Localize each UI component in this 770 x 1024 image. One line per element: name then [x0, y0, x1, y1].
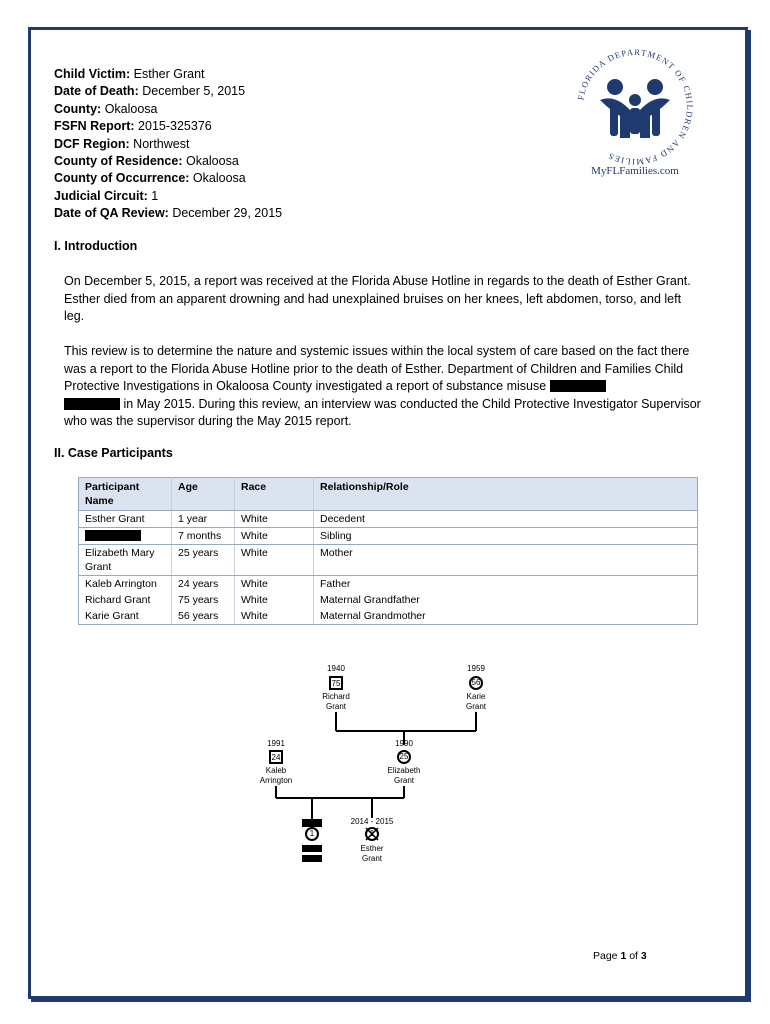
- cell-role: Maternal Grandfather: [314, 592, 698, 608]
- cell-race: White: [235, 545, 314, 576]
- elizabeth-last-name: Grant: [393, 776, 415, 785]
- cell-race: White: [235, 576, 314, 593]
- cell-role: Sibling: [314, 528, 698, 545]
- kaleb-first-name: Kaleb: [265, 766, 287, 775]
- participants-heading: II. Case Participants: [54, 446, 173, 460]
- cell-age: 56 years: [172, 608, 235, 625]
- col-header-role: Relationship/Role: [314, 478, 698, 511]
- elizabeth-birth-year: 1990: [395, 739, 413, 748]
- field-county-residence: County of Residence: Okaloosa: [54, 154, 239, 169]
- cell-age: 25 years: [172, 545, 235, 576]
- cell-age: 7 months: [172, 528, 235, 545]
- field-dcf-region: DCF Region: Northwest: [54, 136, 190, 151]
- cell-role: Father: [314, 576, 698, 593]
- cell-name: Karie Grant: [79, 608, 172, 625]
- elizabeth-age: 25: [399, 752, 409, 761]
- cell-race: White: [235, 528, 314, 545]
- cell-race: White: [235, 511, 314, 528]
- field-child-victim: Child Victim: Esther Grant: [54, 67, 205, 81]
- cell-age: 1 year: [172, 511, 235, 528]
- cell-race: White: [235, 608, 314, 625]
- esther-life-years: 2014 - 2015: [350, 817, 394, 826]
- cell-name: Esther Grant: [79, 511, 172, 528]
- cell-name: Kaleb Arrington: [85, 578, 157, 590]
- genogram-lines: [276, 712, 476, 820]
- sibling-redaction: [302, 819, 322, 827]
- kaleb-birth-year: 1991: [267, 739, 285, 748]
- sibling-age: 1: [309, 829, 315, 838]
- kaleb-last-name: Arrington: [259, 776, 293, 785]
- cell-race: White: [235, 592, 314, 608]
- intro-paragraph-2: This review is to determine the nature and systemic issues within the local system of care based on the fact there was a report to the Florida Abuse Hotline prior to the death of Esther. Department of Children and Families Child Protective Investigations in Okaloosa County investigated a report of substance misuse in May 2015. During this review, an interview was conducted the Child Protective Investigator Supervisor who was the supervisor during the May 2015 report.: [64, 344, 701, 429]
- elizabeth-first-name: Elizabeth: [387, 766, 421, 775]
- cell-age: 75 years: [172, 592, 235, 608]
- sibling-redaction: [302, 845, 322, 852]
- logo-ring-text: FLORIDA DEPARTMENT OF CHILDREN AND FAMILIES: [575, 46, 696, 168]
- karie-birth-year: 1959: [467, 664, 485, 673]
- field-date-of-death: Date of Death: December 5, 2015: [54, 84, 246, 99]
- logo-caption: MyFLFamilies.com: [591, 165, 679, 177]
- karie-last-name: Grant: [465, 702, 487, 711]
- richard-age: 75: [331, 679, 341, 688]
- field-judicial-circuit: Judicial Circuit: 1: [54, 188, 159, 203]
- field-county-occurrence: County of Occurrence: Okaloosa: [54, 171, 246, 186]
- sibling-redaction: [302, 855, 322, 862]
- page-number: Page 1 of 3: [593, 950, 647, 962]
- karie-first-name: Karie: [466, 692, 486, 701]
- col-header-race: Race: [235, 478, 314, 511]
- cell-role: Decedent: [314, 511, 698, 528]
- cell-age: 24 years: [172, 576, 235, 593]
- cell-name: Richard Grant: [85, 594, 151, 606]
- richard-last-name: Grant: [325, 702, 347, 711]
- cell-role: Maternal Grandmother: [314, 608, 698, 625]
- col-header-name: Participant Name: [79, 478, 172, 511]
- richard-birth-year: 1940: [327, 664, 345, 673]
- esther-first-name: Esther: [360, 844, 384, 853]
- intro-heading: I. Introduction: [54, 239, 138, 253]
- cell-role: Mother: [314, 545, 698, 576]
- karie-age: 56: [471, 678, 481, 687]
- field-qa-review-date: Date of QA Review: December 29, 2015: [54, 206, 283, 221]
- esther-last-name: Grant: [361, 854, 383, 863]
- field-county: County: Okaloosa: [54, 101, 158, 116]
- kaleb-age: 24: [271, 753, 281, 762]
- cell-name: Elizabeth Mary Grant: [79, 545, 172, 576]
- richard-first-name: Richard: [322, 692, 350, 701]
- intro-paragraph-1: On December 5, 2015, a report was received at the Florida Abuse Hotline in regards to the death of Esther Grant. Esther died from an apparent drowning and had unexplained bruises on her knees, left abdomen, torso, and left leg.: [64, 274, 691, 324]
- field-fsfn-report: FSFN Report: 2015-325376: [54, 119, 212, 134]
- col-header-age: Age: [172, 478, 235, 511]
